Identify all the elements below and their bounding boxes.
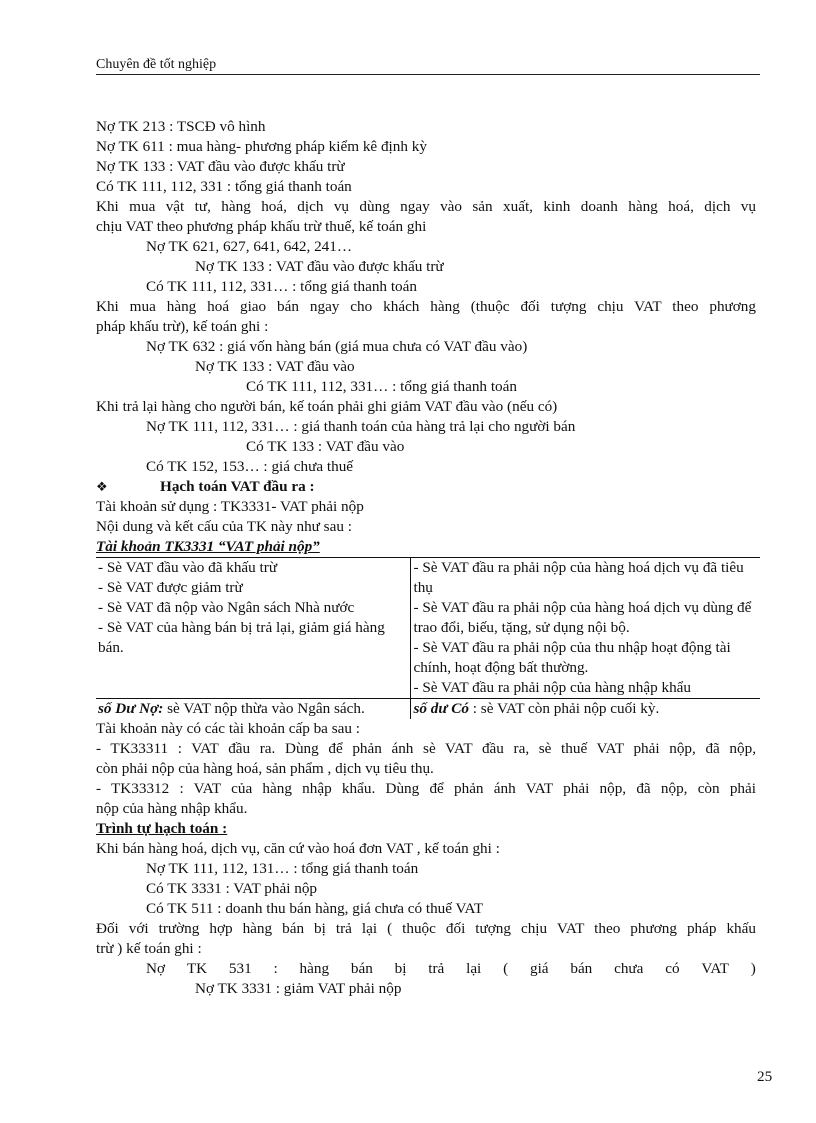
entry-word: trả: [428, 960, 445, 977]
text-line: Nội dung và kết cấu của TK này như sau :: [96, 518, 352, 535]
debit-balance: [96, 699, 411, 720]
heading-text: Hạch toán VAT đầu ra :: [160, 478, 315, 495]
text-line: Nợ TK 611 : mua hàng- phương pháp kiểm kê định kỳ: [96, 138, 427, 155]
text-line: Tài khoản sử dụng : TK3331- VAT phải nộp: [96, 498, 364, 515]
text-line: Có TK 111, 112, 331 : tổng giá thanh toán: [96, 178, 352, 195]
paragraph-line: Khi bán hàng hoá, dịch vụ, căn cứ vào hoá đơn VAT , kế toán ghi :: [96, 840, 500, 857]
entry-word: bán: [570, 960, 593, 977]
credit-column: [411, 558, 760, 699]
paragraph-line: nộp của hàng nhập khẩu.: [96, 800, 248, 817]
entry-word: bán: [350, 960, 373, 977]
account-table: [96, 557, 760, 719]
paragraph-line: - TK33312 : VAT của hàng nhập khẩu. Dùng để phản ánh VAT phải nộp, đã nộp, còn phải: [96, 780, 756, 797]
credit-item: - Sè VAT đầu ra phải nộp của hàng hoá dịch vụ dùng để trao đổi, biếu, tặng, sử dụng nội bộ.: [413, 599, 752, 636]
paragraph-line: Khi trả lại hàng cho người bán, kế toán phải ghi giảm VAT đầu vào (nếu có): [96, 398, 558, 415]
entry-word: Nợ: [146, 960, 165, 977]
entry-word: hàng: [299, 960, 330, 977]
entry-line: Nợ TK 621, 627, 641, 642, 241…: [146, 238, 353, 255]
entry-line: [96, 959, 756, 979]
credit-balance-label: số dư Có: [413, 700, 469, 717]
paragraph-line: - TK33311 : VAT đầu ra. Dùng để phản ánh sè VAT đầu ra, sè thuế VAT phải nộp, đã nộp,: [96, 740, 756, 757]
page-header: [96, 56, 760, 75]
paragraph-line: còn phải nộp của hàng hoá, sản phẩm , dịch vụ tiêu thụ.: [96, 760, 434, 777]
credit-item: - Sè VAT đầu ra phải nộp của thu nhập hoạt động tài chính, hoạt động bất thường.: [413, 639, 731, 676]
entry-word: bị: [394, 960, 407, 977]
diamond-bullet-icon: ❖: [96, 480, 108, 495]
entry-word: 531: [228, 960, 252, 977]
entry-word: (: [503, 960, 509, 977]
entry-word: có: [665, 960, 680, 977]
text-line: Nợ TK 213 : TSCĐ vô hình: [96, 118, 266, 135]
debit-balance-label: số Dư Nợ:: [98, 700, 164, 717]
debit-item: - Sè VAT đã nộp vào Ngân sách Nhà nước: [98, 599, 355, 616]
page-number: 25: [757, 1068, 773, 1085]
credit-item: - Sè VAT đầu ra phải nộp của hàng hoá dịch vụ đã tiêu thụ: [413, 559, 744, 596]
credit-balance: [411, 699, 760, 720]
spread-entry: [146, 959, 756, 979]
paragraph-line: Khi mua vật tư, hàng hoá, dịch vụ dùng ngay vào sản xuất, kinh doanh hàng hoá, dịch vụ: [96, 198, 756, 215]
credit-balance-text: : sè VAT còn phải nộp cuối kỳ.: [468, 700, 660, 717]
debit-balance-text: sè VAT nộp thừa vào Ngân sách.: [163, 700, 365, 717]
debit-item: - Sè VAT đầu vào đã khấu trừ: [98, 559, 278, 576]
paragraph-line: pháp khấu trừ), kế toán ghi :: [96, 318, 269, 335]
entry-line: Có TK 511 : doanh thu bán hàng, giá chưa có thuế VAT: [146, 900, 484, 917]
text-line: Nợ TK 133 : VAT đầu vào được khấu trừ: [96, 158, 345, 175]
entry-line: Nợ TK 111, 112, 331… : giá thanh toán của hàng trả lại cho người bán: [146, 418, 576, 435]
entry-line: Có TK 3331 : VAT phải nộp: [146, 880, 318, 897]
section-heading: [96, 477, 756, 497]
entry-line: Có TK 152, 153… : giá chưa thuế: [146, 458, 354, 475]
paragraph-line: trừ ) kế toán ghi :: [96, 940, 202, 957]
entry-word: ): [750, 960, 756, 977]
debit-item: - Sè VAT của hàng bán bị trả lại, giảm giá hàng bán.: [98, 619, 385, 656]
procedure-title: Trình tự hạch toán :: [96, 820, 228, 837]
entry-line: Có TK 111, 112, 331… : tổng giá thanh toán: [146, 278, 417, 295]
debit-item: - Sè VAT được giảm trừ: [98, 579, 243, 596]
paragraph-line: Đối với trường hợp hàng bán bị trả lại ( thuộc đối tượng chịu VAT theo phương pháp khấu: [96, 920, 756, 937]
text-line: Tài khoản này có các tài khoản cấp ba sau :: [96, 720, 360, 737]
credit-item: - Sè VAT đầu ra phải nộp của hàng nhập khẩu: [413, 679, 692, 696]
table-title: Tài khoản TK3331 “VAT phải nộp”: [96, 538, 320, 555]
entry-line: Nợ TK 133 : VAT đầu vào: [195, 358, 355, 375]
entry-line: Nợ TK 111, 112, 131… : tổng giá thanh toán: [146, 860, 419, 877]
document-body: [96, 117, 756, 999]
entry-line: Có TK 133 : VAT đầu vào: [246, 438, 405, 455]
paragraph-line: Khi mua hàng hoá giao bán ngay cho khách hàng (thuộc đối tượng chịu VAT theo phương: [96, 298, 756, 315]
entry-word: chưa: [614, 960, 644, 977]
entry-word: giá: [529, 960, 549, 977]
entry-word: TK: [186, 960, 208, 977]
entry-word: VAT: [701, 960, 729, 977]
entry-word: lại: [466, 960, 482, 977]
entry-line: Nợ TK 632 : giá vốn hàng bán (giá mua chưa có VAT đầu vào): [146, 338, 528, 355]
debit-column: [96, 558, 411, 699]
entry-line: Có TK 111, 112, 331… : tổng giá thanh toán: [246, 378, 517, 395]
entry-line: Nợ TK 133 : VAT đầu vào được khấu trừ: [195, 258, 444, 275]
entry-line: Nợ TK 3331 : giảm VAT phải nộp: [195, 980, 402, 997]
entry-word: :: [273, 960, 278, 977]
header-title: Chuyên đề tốt nghiệp: [96, 57, 217, 72]
paragraph-line: chịu VAT theo phương pháp khấu trừ thuế, kế toán ghi: [96, 218, 427, 235]
